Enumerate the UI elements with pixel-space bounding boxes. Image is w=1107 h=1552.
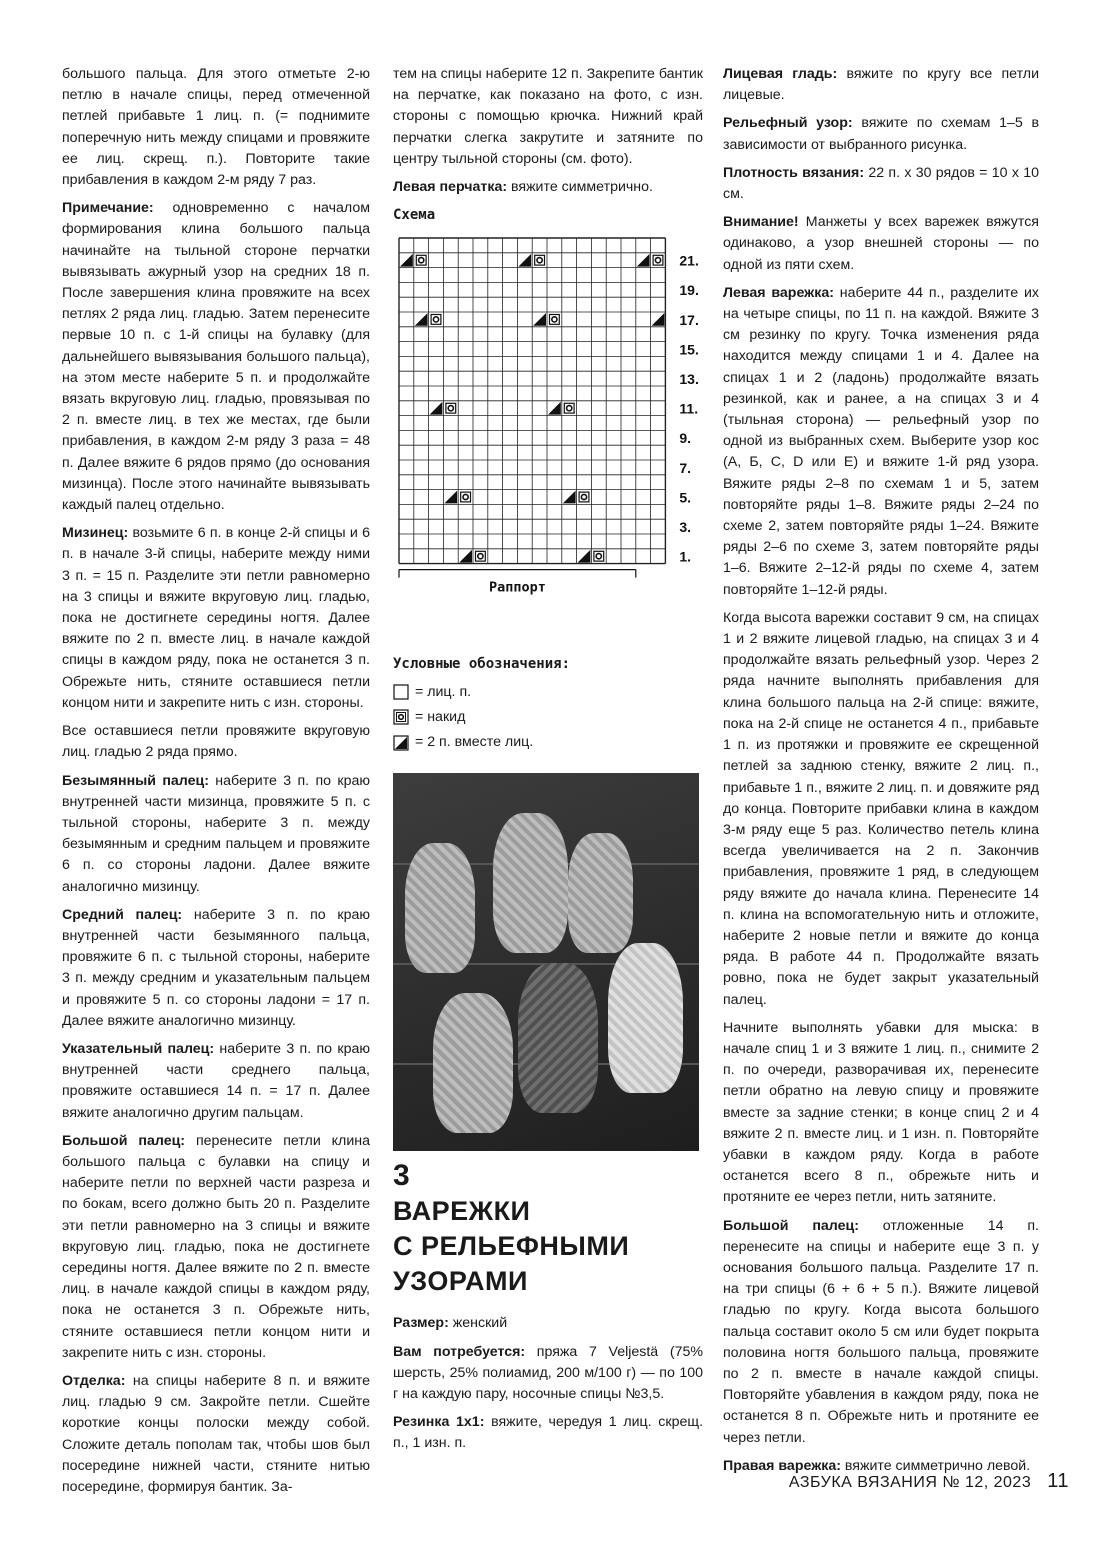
paragraph	[393, 177, 703, 198]
yarn-over-mark	[567, 406, 572, 411]
yarn-over-mark	[653, 256, 663, 266]
paragraph-label: Резинка 1х1:	[393, 1414, 485, 1431]
decrease-mark	[415, 313, 428, 326]
paragraph	[62, 721, 370, 763]
paragraph-label: Безымянный палец:	[62, 772, 209, 789]
paragraph-text: Все оставшиеся петли провяжите вкруговую лиц. гладью 2 ряда прямо.	[62, 723, 370, 761]
yarn-over-mark	[550, 315, 560, 325]
paragraph-text: наберите 3 п. по краю внутренней части среднего пальца, провяжите оставшиеся 14 п. = 17 п. Далее вяжите аналогично другим пальцам.	[62, 1040, 370, 1121]
decrease-icon	[393, 735, 409, 751]
column-right	[723, 64, 1039, 1484]
col2-bottom-text	[393, 1313, 703, 1454]
yarn-over-mark	[537, 258, 542, 263]
row-label: 15.	[679, 341, 699, 358]
paragraph-label: Большой палец:	[723, 1217, 859, 1234]
legend-item	[393, 707, 703, 728]
page-footer	[789, 1470, 1069, 1493]
yarn-over-icon	[393, 709, 409, 725]
row-label: 17.	[679, 312, 699, 329]
paragraph	[62, 1131, 370, 1364]
yarn-over-mark	[416, 256, 426, 266]
col2-top-text	[393, 64, 703, 198]
decrease-mark	[548, 402, 561, 415]
yarn-over-mark	[433, 317, 438, 322]
paragraph-text: Начните выполнять убавки для мыска: в начале спиц 1 и 3 вяжите 1 лиц. п., снимите 2 п. по очереди, разворачивая их, перенесите петли обратно на левую спицу и провяжите вместе за задние стенки; в конце спиц 2 и 4 вяжите 2 п. вместе лиц. и 1 изн. п. Повторяйте убавки в каждом ряду. Когда в работе останется всего 8 п., обрежьте нить и протяните ее через петли, нить затяните.	[723, 1019, 1039, 1206]
paragraph	[723, 212, 1039, 276]
paragraph-label: Левая перчатка:	[393, 179, 508, 196]
legend-text: = 2 п. вместе лиц.	[415, 734, 534, 751]
paragraph	[723, 113, 1039, 155]
paragraph-label: Внимание!	[723, 214, 799, 231]
legend-item	[393, 732, 703, 753]
legend-item	[393, 682, 703, 703]
paragraph-text: наберите 3 п. по краю внутренней части мизинца, провяжите 5 п. с тыльной стороны, наберите 3 п. между безымянным и средним пальцем и провяжите 6 п. со стороны ладони. Далее вяжите аналогично мизинцу.	[62, 772, 370, 895]
paragraph	[723, 283, 1039, 601]
paragraph-text: 22 п. х 30 рядов = 10 х 10 см.	[723, 164, 1039, 203]
paragraph-label: Размер:	[393, 1315, 449, 1332]
decrease-mark	[430, 402, 443, 415]
paragraph	[62, 771, 370, 898]
paragraph	[62, 64, 370, 191]
legend	[393, 682, 703, 754]
yarn-over-mark	[579, 493, 589, 503]
decrease-mark	[400, 254, 413, 267]
yarn-over-mark	[552, 317, 557, 322]
column-middle	[393, 64, 703, 1462]
paragraph-text: пряжа 7 Veljestä (75% шерсть, 25% полиамид, 200 м/100 г) — по 100 г на каждую пару, носочные спицы №3,5.	[393, 1343, 703, 1403]
paragraph-text: одновременно с началом формирования клина большого пальца начинайте на тыльной стороне перчатки вывязывать ажурный узор на средних 18 п. После завершения клина провяжите на всех петлях 2 ряда лиц. гладью. Затем перенесите первые 10 п. с 1-й спицы на булавку (для дальнейшего вывязывания большого пальца), на этом месте наберите 5 п. и продолжайте вязать вкруговую лиц. гладью, провязывая по 2 п. вместе лиц. в тех же местах, где были прибавления, в каждом 2-м ряду 3 раза = 48 п. Далее вяжите 6 рядов прямо (до основания мизинца). После этого начинайте вывязывать каждый палец отдельно.	[62, 200, 370, 514]
row-label: 19.	[679, 282, 699, 299]
row-label: 5.	[679, 489, 692, 506]
paragraph	[62, 905, 370, 1032]
square-icon	[393, 684, 409, 700]
paragraph-label: Плотность вязания:	[723, 164, 865, 181]
rapport-label: Раппорт	[488, 580, 546, 597]
paragraph-text: вяжите симметрично левой.	[840, 1457, 1031, 1474]
paragraph-text: Манжеты у всех варежек вяжутся одинаково, а узор внешней стороны — по одной из пяти схем.	[723, 214, 1039, 273]
yarn-over-mark	[446, 404, 456, 414]
paragraph	[62, 198, 370, 516]
paragraph-text: вяжите по кругу все петли лицевые.	[723, 66, 1039, 104]
yarn-over-mark	[478, 554, 483, 559]
chart-heading: Схема	[393, 207, 436, 224]
decrease-mark	[533, 313, 546, 326]
project-number: 3	[393, 1159, 410, 1193]
paragraph	[62, 523, 370, 714]
paragraph-label: Указательный палец:	[62, 1040, 215, 1057]
yarn-over-mark	[564, 404, 574, 414]
paragraph-text: наберите 3 п. по краю внутренней части безымянного пальца, провяжите 6 п. с тыльной стороны, наберите 3 п. между средним и указательным пальцем и провяжите 5 п. со стороны ладони = 17 п. Далее вяжите аналогично мизинцу.	[62, 906, 370, 1029]
yarn-over-mark	[596, 554, 601, 559]
paragraph	[393, 1412, 703, 1454]
yarn-over-mark	[463, 495, 468, 500]
legend-heading: Условные обозначения:	[393, 656, 571, 673]
row-label: 7.	[679, 460, 692, 477]
decrease-mark	[444, 491, 457, 504]
paragraph-text: тем на спицы наберите 12 п. Закрепите бантик на перчатке, как показано на фото, с изн. стороны с помощью крючка. Нижний край перчатки слегка закрутите и затяните по центру тыльной стороны (см. фото).	[393, 66, 703, 167]
paragraph	[723, 163, 1039, 205]
paragraph	[393, 64, 703, 170]
paragraph	[723, 1216, 1039, 1449]
knitting-chart	[395, 232, 715, 644]
magazine-issue: АЗБУКА ВЯЗАНИЯ № 12, 2023	[788, 1474, 1032, 1491]
page-number: 11	[1047, 1470, 1069, 1492]
column-left	[62, 64, 370, 1505]
paragraph-text: отложенные 14 п. перенесите на спицы и наберите еще 3 п. у основания большого пальца. Разделите 17 п. на три спицы (6 + 6 + 5 п.). Вяжите лицевой гладью по кругу. Когда высота большого пальца составит около 5 см или будет покрыта половина ногтя большого пальца, провяжите по 2 п. вместе в начале каждой спицы. Повторяйте убавления в каждом ряду, пока не останется 8 п. Обрежьте нить и протяните ее через петли.	[723, 1217, 1039, 1446]
paragraph-text: вяжите, чередуя 1 лиц. скрещ. п., 1 изн. п.	[393, 1414, 704, 1452]
paragraph	[62, 1371, 370, 1498]
decrease-mark	[578, 550, 591, 563]
paragraph-text: Когда высота варежки составит 9 см, на спицах 1 и 2 вяжите лицевой гладью, на спицах 3 и 4 продолжайте вязать рельефный узор. Через 2 ряда начните выполнять прибавления для клина большого пальца на 2-й спице: вяжите, пока на 2-й спице не останется 4 п., прибавьте 1 п. из протяжки и провяжите ее скрещенной петлей за заднюю стенку, вяжите 2 лиц. п., прибавьте 1 п., вяжите 2 лиц. п. и довяжите ряд до конца. Повторите прибавки клина в каждом 3-м ряду еще 5 раз. Количество петель клина всегда увеличивается на 2 п. Закончив прибавления, провяжите 1 ряд, в следующем ряду вяжите до начала клина. Перенесите 14 п. клина на вспомогательную нить и отложите, наберите 2 новые петли и вяжите до конца ряда. В работе 44 п. Продолжайте вязать ровно, пока не будет закрыт указательный палец.	[723, 609, 1039, 1008]
paragraph-label: Мизинец:	[62, 525, 129, 542]
paragraph-text: возьмите 6 п. в конце 2-й спицы и 6 п. в начале 3-й спицы, наберите между ними 3 п. = 15 п. Разделите эти петли равномерно на 3 спицы и вяжите вкруговую лиц. гладью, пока не достигнете середины ногтя. Далее вяжите по 2 п. вместе лиц. в начале каждой спицы в каждом ряду, пока не останется 3 п. Обрежьте нить, стяните оставшиеся петли концом нити и закрепите нить с изн. стороны.	[62, 525, 370, 711]
decrease-mark	[652, 313, 665, 326]
paragraph	[62, 1039, 370, 1124]
paragraph	[393, 1313, 703, 1334]
row-label: 3.	[679, 519, 692, 536]
paragraph	[393, 1342, 703, 1406]
yarn-over-mark	[431, 315, 441, 325]
yarn-over-mark	[535, 256, 545, 266]
yarn-over-mark	[476, 552, 486, 562]
decrease-mark	[563, 491, 576, 504]
paragraph	[723, 64, 1039, 106]
paragraph-text: большого пальца. Для этого отметьте 2-ю петлю в начале спицы, перед отмеченной петлей прибавьте 1 лиц. п. (= поднимите поперечную нить между спицами и провяжите ее лиц. скрещ. п.). Повторите такие прибавления в каждом 2-м ряду 7 раз.	[62, 66, 370, 189]
paragraph	[723, 608, 1039, 1011]
row-label: 21.	[679, 253, 699, 270]
yarn-over-mark	[655, 258, 660, 263]
decrease-mark	[637, 254, 650, 267]
decrease-mark	[459, 550, 472, 563]
paragraph-text: вяжите симметрично.	[507, 179, 653, 196]
rapport-bracket	[399, 570, 636, 578]
paragraph-label: Примечание:	[62, 200, 154, 217]
paragraph-label: Средний палец:	[62, 906, 183, 923]
paragraph-text: вяжите по схемам 1–5 в зависимости от выбранного рисунка.	[723, 115, 1039, 153]
row-label: 11.	[679, 401, 699, 418]
legend-text: = накид	[415, 708, 466, 725]
paragraph	[723, 1018, 1039, 1209]
yarn-over-mark	[594, 552, 604, 562]
paragraph-label: Большой палец:	[62, 1132, 186, 1149]
row-label: 9.	[679, 430, 692, 447]
paragraph-label: Правая варежка:	[723, 1457, 841, 1474]
legend-text: = лиц. п.	[415, 683, 472, 700]
yarn-over-mark	[581, 495, 586, 500]
yarn-over-mark	[448, 406, 453, 411]
paragraph-label: Левая варежка:	[723, 284, 834, 301]
paragraph-text: на спицы наберите 8 п. и вяжите лиц. гладью 9 см. Закройте петли. Сшейте короткие концы полоски между собой. Сложите деталь пополам так, чтобы шов был посередине нижней части, стяните нитью посередине, формируя бантик. За-	[62, 1372, 370, 1495]
paragraph-text: женский	[448, 1315, 508, 1332]
paragraph-label: Лицевая гладь:	[723, 66, 838, 82]
paragraph-label: Отделка:	[62, 1372, 126, 1389]
decrease-mark	[518, 254, 531, 267]
paragraph-text: наберите 44 п., разделите их на четыре спицы, по 11 п. на каждой. Вяжите 3 см резинку по кругу. Точка изменения ряда находится между спицами 1 и 4. Далее на спицах 1 и 2 (ладонь) продолжайте вязать резинкой, как и ранее, а на спицах 3 и 4 (тыльная сторона) — рельефный узор по одной из выбранных схем. Выберите узор кос (А, Б, С, D или Е) и вяжите 1-й ряд узора. Вяжите ряды 2–8 по схемам 1 и 5, затем повторяйте ряды 1–8. Вяжите ряды 2–24 по схеме 2, затем повторяйте ряды 1–24. Вяжите ряды 2–6 по схеме 3, затем повторяйте ряды 1–6. Вяжите 2–12-й ряды по схеме 4, затем повторяйте 1–12-й ряды.	[723, 284, 1039, 598]
row-label: 13.	[679, 371, 699, 388]
mittens-photo	[393, 773, 699, 1151]
paragraph-text: перенесите петли клина большого пальца с булавки на спицу и наберите петли по верхней части разреза и по бокам, всего должно быть 20 п. Разделите эти петли равномерно на 3 спицы и вяжите вкруговую лиц. гладью, пока не достигнете середины ногтя. Далее вяжите по 2 п. вместе лиц. в начале каждой спицы в каждом ряду, пока не останется 3 п. Обрежьте нить, стяните оставшиеся петли концом нити и закрепите нить с изн. стороны.	[62, 1132, 370, 1361]
yarn-over-mark	[461, 493, 471, 503]
yarn-over-mark	[419, 258, 424, 263]
paragraph-label: Рельефный узор:	[723, 115, 853, 132]
paragraph-label: Вам потребуется:	[393, 1343, 526, 1360]
row-label: 1.	[679, 549, 692, 566]
project-title: ВАРЕЖКИ С РЕЛЬЕФНЫМИ УЗОРАМИ	[393, 1196, 630, 1297]
